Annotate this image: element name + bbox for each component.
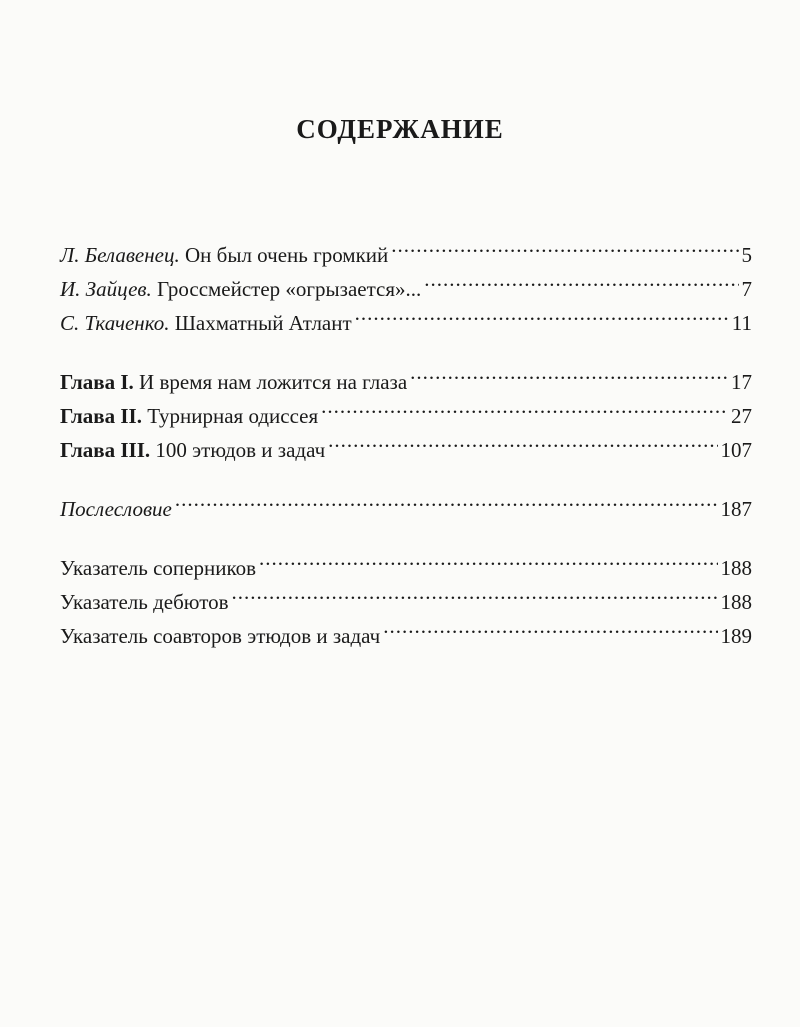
toc-entry-page: 7: [741, 277, 752, 301]
dot-leader: [232, 575, 718, 609]
toc-entry-page: 107: [720, 438, 752, 462]
toc-entry-title: Послесловие: [60, 497, 172, 521]
toc-entry-title: Турнирная одиссея: [147, 404, 319, 428]
toc-group-introductions: [60, 228, 752, 335]
toc-entry-page: 17: [731, 370, 752, 394]
toc-group-indexes: [60, 541, 752, 648]
toc-group-chapters: [60, 355, 752, 462]
dot-leader: [328, 423, 717, 457]
toc-entry-author: Л. Белавенец.: [60, 243, 180, 267]
dot-leader: [391, 228, 738, 262]
dot-leader: [321, 389, 728, 423]
toc-entry-title: Указатель дебютов: [60, 590, 229, 614]
toc-entry-page: 187: [720, 497, 752, 521]
toc-entry: [60, 355, 752, 394]
toc-entry-page: 188: [720, 556, 752, 580]
toc-group-afterword: [60, 482, 752, 521]
dot-leader: [259, 541, 717, 575]
toc-entry-chapter: Глава II.: [60, 404, 142, 428]
dot-leader: [355, 296, 729, 330]
toc-entry-title: Гроссмейстер «огрызается»...: [157, 277, 422, 301]
toc-entry-author: С. Ткаченко.: [60, 311, 170, 335]
toc-entry-page: 189: [720, 624, 752, 648]
toc-entry: [60, 228, 752, 267]
dot-leader: [175, 482, 718, 516]
toc-entry-title: Указатель соавторов этюдов и задач: [60, 624, 381, 648]
toc-entry-page: 188: [720, 590, 752, 614]
toc-entry-author: И. Зайцев.: [60, 277, 152, 301]
toc-entry-chapter: Глава I.: [60, 370, 134, 394]
dot-leader: [410, 355, 728, 389]
table-of-contents: [60, 228, 752, 648]
toc-entry-chapter: Глава III.: [60, 438, 151, 462]
dot-leader: [424, 262, 738, 296]
toc-entry-title: 100 этюдов и задач: [155, 438, 326, 462]
toc-entry: [60, 541, 752, 580]
toc-entry-page: 5: [741, 243, 752, 267]
toc-entry-title: Он был очень громкий: [185, 243, 389, 267]
toc-entry-title: И время нам ложится на глаза: [139, 370, 408, 394]
page-title: СОДЕРЖАНИЕ: [296, 114, 504, 144]
toc-entry-title: Шахматный Атлант: [174, 311, 352, 335]
dot-leader: [383, 609, 717, 643]
toc-entry: [60, 482, 752, 521]
toc-entry-page: 11: [731, 311, 752, 335]
toc-entry-title: Указатель соперников: [60, 556, 257, 580]
toc-entry-page: 27: [731, 404, 752, 428]
